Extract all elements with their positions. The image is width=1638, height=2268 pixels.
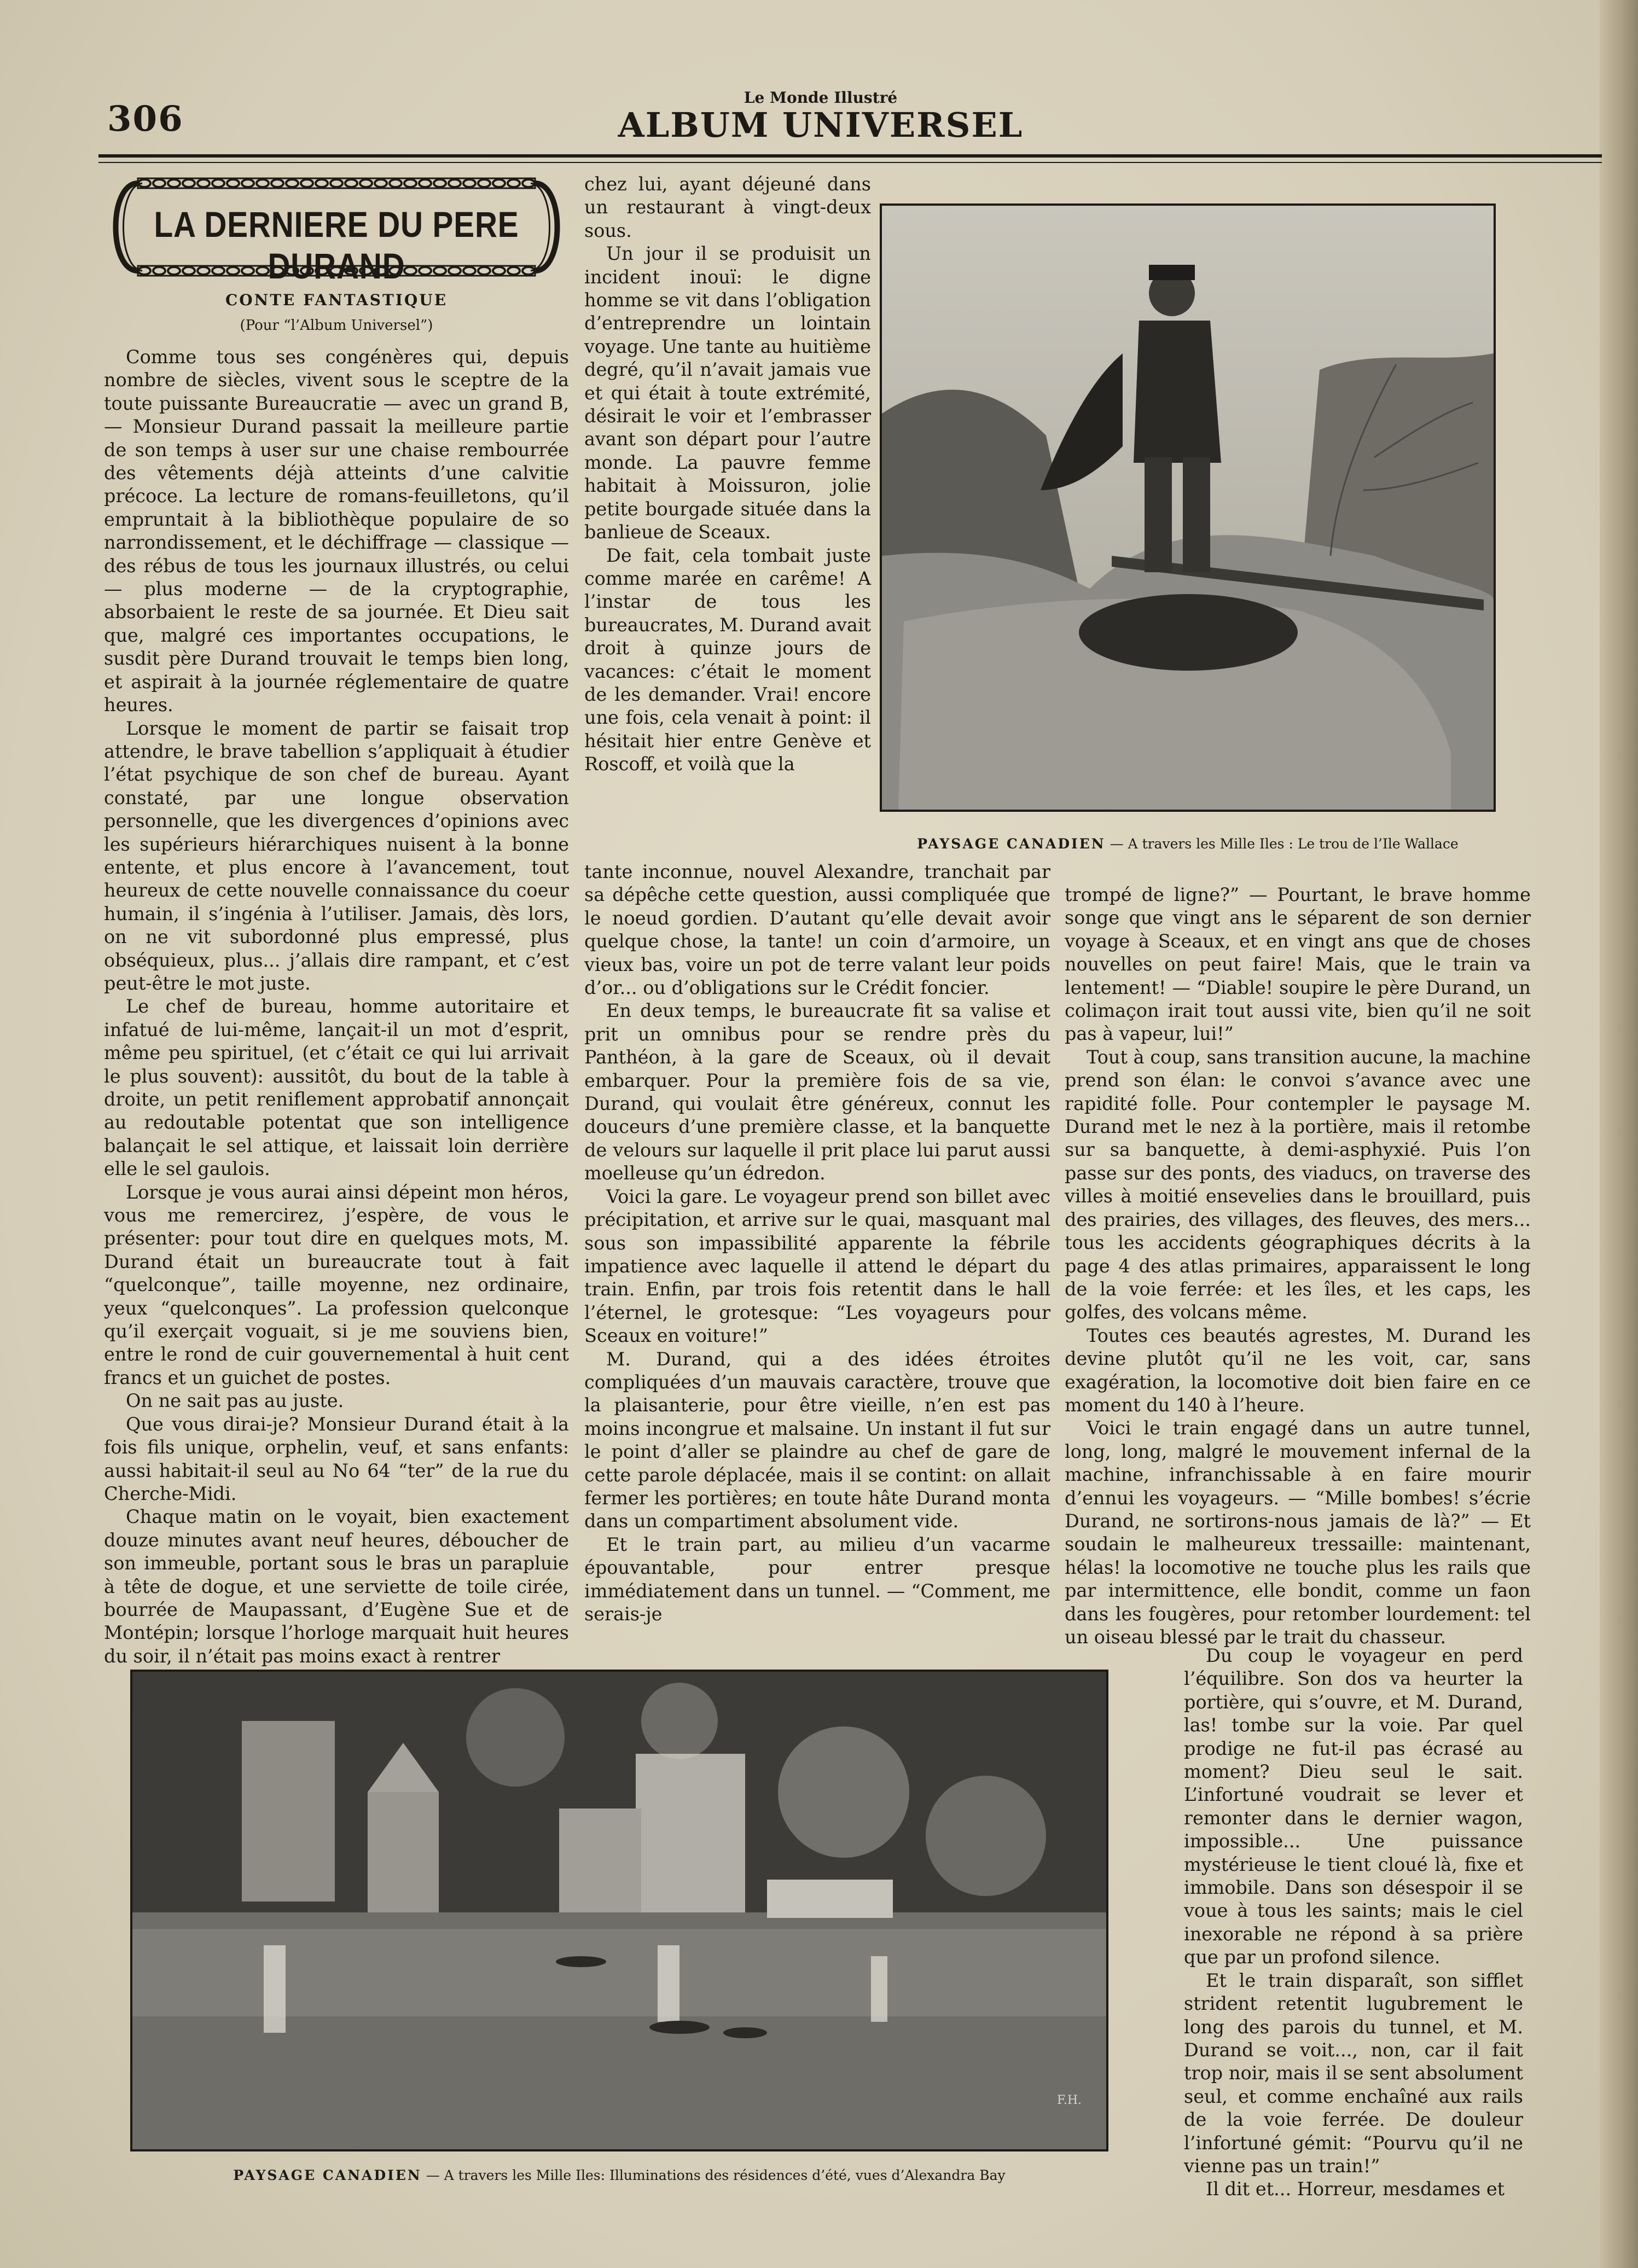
- column-1: [104, 346, 569, 1668]
- figure-2-caption: [130, 2167, 1108, 2183]
- masthead-title: ALBUM UNIVERSEL: [618, 105, 1024, 145]
- figure-1-caption-text: — A travers les Mille Iles : Le trou de l’Ile Wallace: [1105, 836, 1459, 852]
- figure-1-caption: [880, 836, 1496, 852]
- paragraph: En deux temps, le bureaucrate fit sa valise et prit un omnibus pour se rendre près du Panthéon, à la gare de Sceaux, où il devait embarquer. Pour la première fois de sa vie, Durand, qui voulait être généreux, connut les douceurs d’une première classe, et la banquette de velours sur laquelle il prit place lui parut aussi moelleuse qu’un édredon.: [584, 1000, 1050, 1184]
- paragraph: Que vous dirai-je? Monsieur Durand était à la fois fils unique, orphelin, veuf, et sans enfants: aussi habitait-il seul au No 64 “ter” de la rue du Cherche-Midi.: [104, 1413, 569, 1504]
- column-2-top: [584, 173, 871, 776]
- paragraph: Voici le train engagé dans un autre tunnel, long, long, malgré le mouvement infernal de la machine, infranchissable à en faire mourir d’ennui les voyageurs. — “Mille bombes! s’écrie Durand, ne sortirons-nous jamais de là?” — Et soudain le malheureux tressaille: maintenant, hélas! la locomotive ne touche plus les rails que par intermittence, elle bondit, comme un faon dans les fougères, pour retomber lourdement: tel un oiseau blessé par le trait du chasseur.: [1065, 1417, 1531, 1648]
- artist-signature: F.H.: [1057, 2093, 1082, 2107]
- article-title: LA DERNIERE DU PERE DURAND: [154, 204, 519, 286]
- page-gutter: [1600, 0, 1638, 2268]
- paragraph: Lorsque je vous aurai ainsi dépeint mon héros, vous me remercirez, j’espère, de vous le présenter: pour tout dire en quelques mots, M. Durand était un bureaucrate tout à fait “quelconque”, taille moyenne, nez ordinaire, yeux “quelconques”. La profession quelconque qu’il exerçait voguait, si je me souviens bien, entre le rond de cuir gouvernemental à huit cent francs et un guichet de postes.: [104, 1181, 569, 1388]
- paragraph: Chaque matin on le voyait, bien exactement douze minutes avant neuf heures, déboucher de son immeuble, portant sous le bras un parapluie à tête de dogue, et une serviette de toile cirée, bourrée de Maupassant, d’Eugène Sue et de Montépin; lorsque l’horloge marquait huit heures du soir, il n’était pas moins exact à rentrer: [104, 1506, 569, 1667]
- photo-illustration: [882, 206, 1494, 810]
- paragraph: Toutes ces beautés agrestes, M. Durand les devine plutôt qu’il ne les voit, car, sans exagération, la locomotive doit bien faire en ce moment du 140 à l’heure.: [1065, 1324, 1531, 1416]
- page-number: 306: [107, 98, 184, 139]
- title-cartouche: [104, 164, 569, 291]
- header-rule-thick: [98, 154, 1602, 158]
- masthead-subtitle: Le Monde Illustré: [744, 89, 898, 107]
- paragraph: Tout à coup, sans transition aucune, la machine prend son élan: le convoi s’avance avec une rapidité folle. Pour contempler le paysage M. Durand met le nez à la portière, mais il retombe sur sa banquette, à demi-asphyxié. Puis l’on passe sur des ponts, des viaducs, on traverse des villes à moitié ensevelies dans le brouillard, puis des prairies, des villages, des fleuves, des mers... tous les accidents géographiques décrits à la page 4 des atlas primaires, apparaissent le long de la voie ferrée: et les îles, et les caps, les golfes, des volcans même.: [1065, 1046, 1531, 1323]
- engraving-illuminated-residences: [130, 1670, 1108, 2151]
- column-2-bottom: [584, 860, 1050, 1626]
- paragraph: On ne sait pas au juste.: [126, 1390, 344, 1412]
- paragraph: Et le train disparaît, son sifflet strident retentit lugubrement le long des parois du tunnel, et M. Durand se voit..., non, car il fait trop noir, mais il se sent absolument seul, et comme enchaîné aux rails de la voie ferrée. De douleur l’infortuné gémit: “Pourvu qu’il ne vienne pas un train!”: [1184, 1969, 1523, 2177]
- column-3-bottom: [1184, 1644, 1523, 2201]
- engraving-illustration: [132, 1672, 1106, 2149]
- figure-2-label: PAYSAGE CANADIEN: [233, 2167, 422, 2183]
- paragraph: Lorsque le moment de partir se faisait trop attendre, le brave tabellion s’appliquait à étudier l’état psychique de son chef de bureau. Ayant constaté, par une longue observation personnelle, que les divergences d’opinions avec les supérieurs hiérarchiques nuisent à la bonne entente, et plus encore à l’avancement, tout heureux de cette nouvelle connaissance du coeur humain, il s’ingénia à l’utiliser. Jamais, dès lors, on ne vit subordonné plus empressé, plus obséquieux, plus... j’allais dire rampant, et c’est peut-être le mot juste.: [104, 717, 569, 994]
- paragraph: trompé de ligne?” — Pourtant, le brave homme songe que vingt ans le séparent de son dernier voyage à Sceaux, et en vingt ans que de choses nouvelles on peut faire! Mais, que le train va lentement! — “Diable! soupire le père Durand, un colimaçon irait tout aussi vite, bien qu’il ne soit pas à vapeur, lui!”: [1065, 884, 1531, 1045]
- paragraph: Et le train part, au milieu d’un vacarme épouvantable, pour entrer presque immédiatement dans un tunnel. — “Comment, me serais-je: [584, 1533, 1050, 1625]
- paragraph: Il dit et... Horreur, mesdames et: [1206, 2178, 1505, 2200]
- figure-2-caption-text: — A travers les Mille Iles: Illuminations des résidences d’été, vues d’Alexandra Bay: [421, 2167, 1006, 2183]
- article-byline: (Pour “l’Album Universel”): [240, 317, 433, 334]
- paragraph: chez lui, ayant déjeuné dans un restaurant à vingt-deux sous.: [584, 173, 871, 241]
- column-3: [1065, 883, 1531, 1649]
- figure-1-label: PAYSAGE CANADIEN: [917, 836, 1106, 852]
- article-kicker: CONTE FANTASTIQUE: [225, 291, 448, 309]
- paragraph: Du coup le voyageur en perd l’équilibre. Son dos va heurter la portière, qui s’ouvre, et M. Durand, las! tombe sur la voie. Par quel prodige ne fut-il pas écrasé au moment? Dieu seul le sait. L’infortuné voudrait se lever et remonter dans le dernier wagon, impossible... Une puissance mystérieuse le tient cloué là, fixe et immobile. Dans son désespoir il se voue à tous les saints; mais le ciel inexorable ne répond à sa prière que par un profond silence.: [1184, 1645, 1523, 1968]
- paragraph: M. Durand, qui a des idées étroites compliquées d’un mauvais caractère, trouve que la plaisanterie, pour être vieille, n’en est pas moins incongrue et malsaine. Un instant il fut sur le point d’aller se plaindre au chef de gare de cette parole déplacée, mais il se contint: on allait fermer les portières; en toute hâte Durand monta dans un compartiment absolument vide.: [584, 1348, 1050, 1532]
- paragraph: Voici la gare. Le voyageur prend son billet avec précipitation, et arrive sur le quai, masquant mal sous son impassibilité apparente la fébrile impatience avec laquelle il attend le départ du train. Enfin, par trois fois retentit dans le hall l’éternel, le grotesque: “Les voyageurs pour Sceaux en voiture!”: [584, 1185, 1050, 1347]
- paragraph: Le chef de bureau, homme autoritaire et infatué de lui-même, lançait-il un mot d’esprit, même peu spirituel, (et c’était ce qui lui arrivait le plus souvent): aussitôt, du bout de la table à droite, un petit reniflement approbatif annonçait au redoutable potentat que son intelligence balançait le sel attique, et laissait loin derrière elle le sel gaulois.: [104, 996, 569, 1180]
- header-rule-thin: [98, 162, 1602, 163]
- paragraph: Comme tous ses congénères qui, depuis nombre de siècles, vivent sous le sceptre de la toute puissante Bureaucratie — avec un grand B, — Monsieur Durand passait la meilleure partie de son temps à user sur une chaise rembourrée des vêtements déjà atteints d’une calvitie précoce. La lecture de romans-feuilletons, qu’il empruntait à la bibliothèque populaire de so narrondissement, et le déchiffrage — classique — des rébus de tous les journaux illustrés, ou celui — plus moderne — de la cryptographie, absorbaient le reste de sa journée. Et Dieu sait que, malgré ces importantes occupations, le susdit père Durand trouvait le temps bien long, et aspirait à la journée réglementaire de quatre heures.: [104, 346, 569, 716]
- paragraph: De fait, cela tombait juste comme marée en carême! A l’instar de tous les bureaucrates, M. Durand avait droit à quinze jours de vacances: c’était le moment de les demander. Vrai! encore une fois, cela venait à point: il hésitait hier entre Genève et Roscoff, et voilà que la: [584, 544, 871, 775]
- paragraph: Un jour il se produisit un incident inouï: le digne homme se vit dans l’obligation d’entreprendre un lointain voyage. Une tante au huitième degré, qu’il n’avait jamais vue et qui était à toute extrémité, désirait le voir et l’embrasser avant son départ pour l’autre monde. La pauvre femme habitait à Moissuron, jolie petite bourgade située dans la banlieue de Sceaux.: [584, 243, 871, 543]
- photo-man-on-rock: [880, 203, 1496, 812]
- paragraph: tante inconnue, nouvel Alexandre, tranchait par sa dépêche cette question, aussi compliquée que le noeud gordien. D’autant qu’elle devait avoir quelque chose, la tante! un coin d’armoire, un vieux bas, voire un pot de terre valant leur poids d’or... ou d’obligations sur le Crédit foncier.: [584, 861, 1050, 999]
